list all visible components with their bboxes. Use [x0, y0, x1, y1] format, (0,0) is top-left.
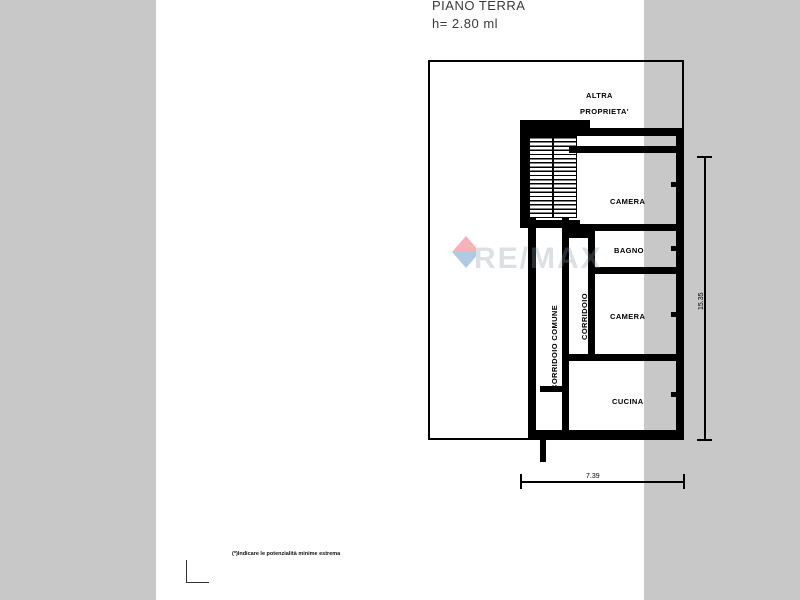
dimension-value-height: 15.35 [698, 292, 705, 310]
floorplan-drawing [428, 60, 705, 480]
wall-jamb-camera1 [671, 182, 684, 187]
wall-bottom [528, 430, 684, 438]
page-title: PIANO TERRA [432, 0, 526, 13]
dimension-tick-height-top [697, 156, 712, 158]
remax-watermark-text: RE/MAX [474, 242, 603, 275]
dimension-tick-width-left [520, 474, 522, 489]
wall-inner-corridor-top [569, 231, 595, 238]
footnote-text: (*)Indicare le potenzialità minime estrema [232, 551, 341, 557]
wall-jamb-bagno [671, 246, 684, 251]
wall-div-bagno-camera2 [588, 267, 684, 274]
wall-stair-left [520, 128, 529, 228]
dimension-tick-height-bottom [697, 439, 712, 441]
document-sheet [156, 0, 705, 600]
dimension-line-width [520, 481, 684, 483]
wall-div-altra-camera [569, 146, 684, 153]
dimension-value-width: 7.39 [586, 473, 600, 480]
page-subtitle: h= 2.80 ml [432, 16, 499, 31]
dimension-tick-width-right [683, 474, 685, 489]
wall-jamb-cucina [671, 392, 684, 397]
wall-jamb-camera2 [671, 312, 684, 317]
wall-entrance-threshold [540, 438, 546, 462]
wall-top [528, 128, 684, 136]
room-label-bagno: BAGNO [614, 246, 644, 255]
corner-registration-mark [186, 560, 209, 583]
room-label-corridoio: CORRIDOIO [580, 293, 589, 340]
room-label-altra-proprieta-line2: PROPRIETA' [580, 107, 629, 116]
room-label-camera-2: CAMERA [610, 312, 646, 321]
staircase-handrail [552, 136, 554, 218]
room-label-corridoio-comune: CORRIDOIO COMUNE [550, 304, 559, 390]
wall-div-camera2-cucina [569, 354, 684, 361]
room-label-altra-proprieta-line1: ALTRA [586, 91, 613, 100]
room-label-camera-1: CAMERA [610, 197, 646, 206]
wall-stair-top-stub [520, 120, 590, 128]
wall-inner-corridor-right [588, 231, 595, 361]
room-label-cucina: CUCINA [612, 397, 644, 406]
wall-div-camera-bagno [569, 224, 684, 231]
